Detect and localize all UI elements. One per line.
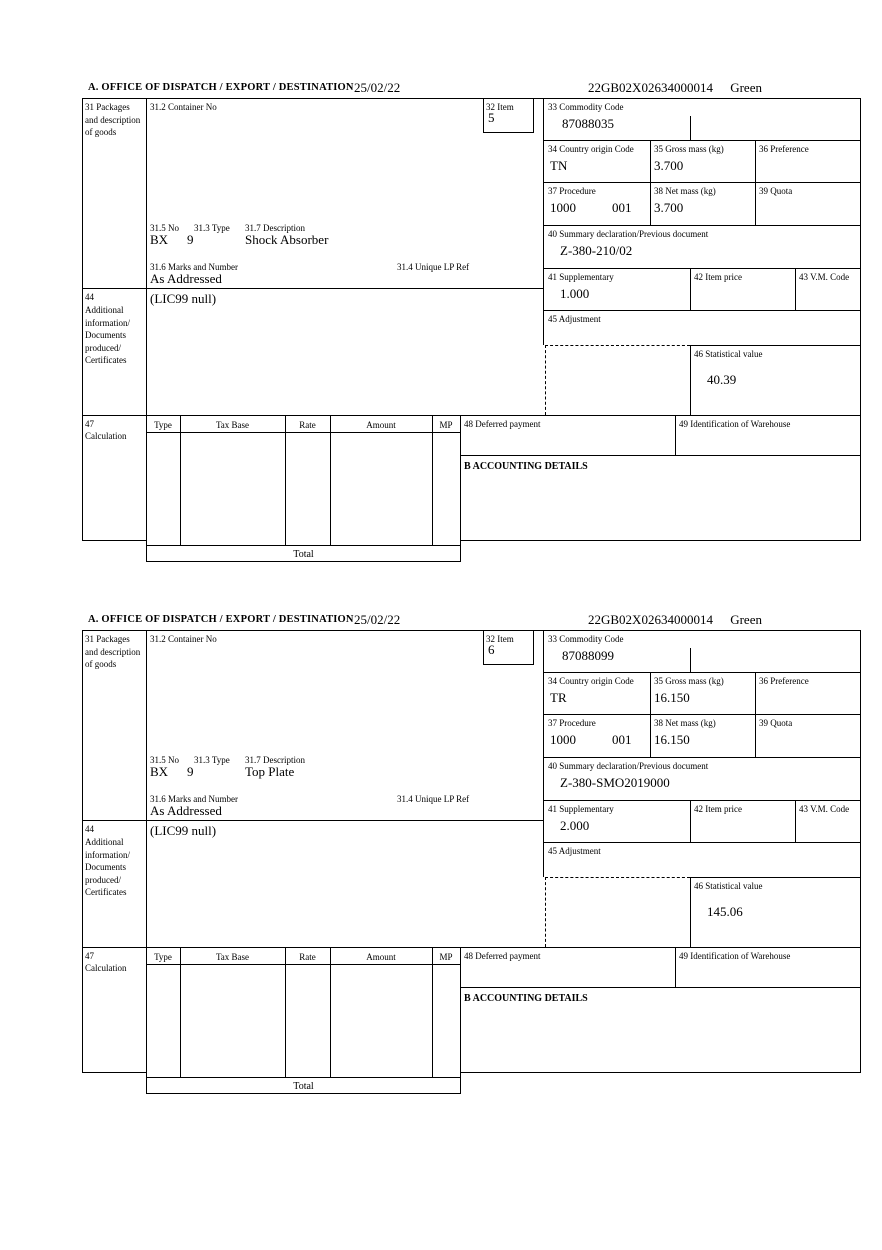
box38-label: 38 Net mass (kg) <box>654 186 716 196</box>
grid-line <box>675 947 676 987</box>
declaration-date: 25/02/22 <box>354 612 401 627</box>
box45-label: 45 Adjustment <box>548 846 601 856</box>
box34-label: 34 Country origin Code <box>548 144 634 154</box>
country-origin-value: TN <box>550 158 568 173</box>
grid-line <box>82 288 544 289</box>
grid-line <box>146 432 461 433</box>
country-origin-value: TR <box>550 690 567 705</box>
grid-line <box>795 268 796 310</box>
box40-label: 40 Summary declaration/Previous document <box>548 229 709 239</box>
grid-line <box>483 664 534 665</box>
packages-type-value: 9 <box>187 764 194 779</box>
calc-col-rate: Rate <box>299 420 316 430</box>
box44-number: 44 <box>85 824 94 834</box>
dashed-line <box>545 877 546 947</box>
grid-line <box>675 415 676 455</box>
grid-line <box>543 310 861 311</box>
box42-label: 42 Item price <box>694 804 742 814</box>
grid-line <box>650 672 651 757</box>
procedure-extension-value: 001 <box>612 732 632 747</box>
grid-line <box>755 140 756 225</box>
grid-line <box>543 714 861 715</box>
grid-line <box>146 630 147 1093</box>
declaration-reference <box>588 612 762 628</box>
previous-document-value: Z-380-210/02 <box>560 243 633 258</box>
grid-line <box>483 630 484 664</box>
grid-line <box>82 415 861 416</box>
box31-4-label: 31.4 Unique LP Ref <box>397 262 470 272</box>
grid-line <box>690 345 691 415</box>
calc-total-label: Total <box>293 549 314 560</box>
calc-col-amount: Amount <box>366 952 396 962</box>
grid-line <box>543 757 861 758</box>
declaration-reference <box>588 80 762 96</box>
grid-line <box>82 98 861 99</box>
grid-line <box>330 947 331 1077</box>
box31-2-label: 31.2 Container No <box>150 102 217 112</box>
grid-line <box>146 545 461 546</box>
grid-line <box>460 1072 861 1073</box>
routing-status: Green <box>730 612 762 627</box>
box31-label: 31 Packages and description of goods <box>85 102 141 138</box>
item-number-value: 5 <box>488 110 495 125</box>
grid-line <box>180 415 181 545</box>
box43-label: 43 V.M. Code <box>799 804 850 814</box>
commodity-code-separator <box>690 648 691 672</box>
box47-number: 47 <box>85 419 94 429</box>
box46-label: 46 Statistical value <box>694 881 763 891</box>
grid-line <box>460 415 461 561</box>
box31-5-label: 31.5 No <box>150 755 179 765</box>
grid-line <box>543 98 544 345</box>
box32-label: 32 Item <box>486 102 514 112</box>
calc-total-label: Total <box>293 1081 314 1092</box>
calc-col-type: Type <box>154 420 172 430</box>
box48-label: 48 Deferred payment <box>464 951 541 961</box>
box41-label: 41 Supplementary <box>548 272 614 282</box>
box37-label: 37 Procedure <box>548 718 596 728</box>
box31-3-label: 31.3 Type <box>194 755 230 765</box>
goods-description-value: Shock Absorber <box>245 232 329 247</box>
additional-information-value: (LIC99 null) <box>150 291 217 306</box>
declaration-date: 25/02/22 <box>354 80 401 95</box>
calc-col-rate: Rate <box>299 952 316 962</box>
packages-type-value: 9 <box>187 232 194 247</box>
additional-information-value: (LIC99 null) <box>150 823 217 838</box>
box31-2-label: 31.2 Container No <box>150 634 217 644</box>
grid-line <box>690 877 861 878</box>
box31-3-label: 31.3 Type <box>194 223 230 233</box>
box37-label: 37 Procedure <box>548 186 596 196</box>
calc-col-type: Type <box>154 952 172 962</box>
grid-line <box>543 630 544 877</box>
box44-label: Additional information/ Documents produced/ Certificates <box>85 837 130 898</box>
grid-line <box>543 182 861 183</box>
grid-line <box>82 1072 147 1073</box>
grid-line <box>82 947 861 948</box>
calc-col-amount: Amount <box>366 420 396 430</box>
calc-col-mp: MP <box>439 420 453 430</box>
gross-mass-value: 3.700 <box>654 158 684 173</box>
box35-label: 35 Gross mass (kg) <box>654 144 724 154</box>
box38-label: 38 Net mass (kg) <box>654 718 716 728</box>
box39-label: 39 Quota <box>759 186 793 196</box>
grid-line <box>860 630 861 1072</box>
grid-line <box>432 947 433 1077</box>
grid-line <box>82 540 147 541</box>
box48-label: 48 Deferred payment <box>464 419 541 429</box>
box49-label: 49 Identification of Warehouse <box>679 419 791 429</box>
grid-line <box>82 630 83 1072</box>
commodity-code-value: 87088099 <box>562 648 614 663</box>
calc-col-mp: MP <box>439 952 453 962</box>
dashed-line <box>545 345 690 346</box>
box41-label: 41 Supplementary <box>548 804 614 814</box>
grid-line <box>432 415 433 545</box>
grid-line <box>543 842 861 843</box>
grid-line <box>483 98 484 132</box>
grid-line <box>795 800 796 842</box>
grid-line <box>82 820 544 821</box>
box31-7-label: 31.7 Description <box>245 223 305 233</box>
box31-7-label: 31.7 Description <box>245 755 305 765</box>
office-of-dispatch-title: A. OFFICE OF DISPATCH / EXPORT / DESTINATION <box>88 614 354 625</box>
box36-label: 36 Preference <box>759 676 809 686</box>
grid-line <box>146 1077 461 1078</box>
grid-line <box>543 268 861 269</box>
net-mass-value: 16.150 <box>654 732 690 747</box>
goods-description-value: Top Plate <box>245 764 295 779</box>
item-number-value: 6 <box>488 642 495 657</box>
statistical-value: 145.06 <box>707 904 743 919</box>
grid-line <box>285 415 286 545</box>
commodity-code-value: 87088035 <box>562 116 614 131</box>
box46-label: 46 Statistical value <box>694 349 763 359</box>
box33-label: 33 Commodity Code <box>548 634 624 644</box>
box42-label: 42 Item price <box>694 272 742 282</box>
box49-label: 49 Identification of Warehouse <box>679 951 791 961</box>
supplementary-units-value: 2.000 <box>560 818 590 833</box>
grid-line <box>690 345 861 346</box>
previous-document-value: Z-380-SMO2019000 <box>560 775 670 790</box>
grid-line <box>690 268 691 310</box>
box47-number: 47 <box>85 951 94 961</box>
box34-label: 34 Country origin Code <box>548 676 634 686</box>
packages-no-value: BX <box>150 232 169 247</box>
statistical-value: 40.39 <box>707 372 737 387</box>
grid-line <box>755 672 756 757</box>
box47-label: Calculation <box>85 963 127 973</box>
supplementary-units-value: 1.000 <box>560 286 590 301</box>
grid-line <box>860 98 861 540</box>
box31-6-label: 31.6 Marks and Number <box>150 262 238 272</box>
grid-line <box>690 800 691 842</box>
grid-line <box>146 964 461 965</box>
grid-line <box>146 98 147 561</box>
grid-line <box>483 132 534 133</box>
box33-label: 33 Commodity Code <box>548 102 624 112</box>
gross-mass-value: 16.150 <box>654 690 690 705</box>
grid-line <box>533 98 534 132</box>
grid-line <box>543 140 861 141</box>
packages-no-value: BX <box>150 764 169 779</box>
grid-line <box>690 877 691 947</box>
dashed-line <box>545 345 546 415</box>
declaration-item-block <box>82 612 862 1113</box>
calc-col-tax-base: Tax Base <box>215 420 250 430</box>
marks-and-number-value: As Addressed <box>150 271 222 286</box>
net-mass-value: 3.700 <box>654 200 684 215</box>
box31-label: 31 Packages and description of goods <box>85 634 141 670</box>
box36-label: 36 Preference <box>759 144 809 154</box>
box40-label: 40 Summary declaration/Previous document <box>548 761 709 771</box>
declaration-item-block <box>82 80 862 581</box>
routing-status: Green <box>730 80 762 95</box>
box32-label: 32 Item <box>486 634 514 644</box>
box45-label: 45 Adjustment <box>548 314 601 324</box>
box44-label: Additional information/ Documents produced/ Certificates <box>85 305 130 366</box>
reference-number: 22GB02X02634000014 <box>588 612 713 627</box>
box35-label: 35 Gross mass (kg) <box>654 676 724 686</box>
box31-5-label: 31.5 No <box>150 223 179 233</box>
grid-line <box>82 98 83 540</box>
calc-col-tax-base: Tax Base <box>215 952 250 962</box>
procedure-value: 1000 <box>550 732 576 747</box>
grid-line <box>180 947 181 1077</box>
grid-line <box>543 800 861 801</box>
box47-label: Calculation <box>85 431 127 441</box>
grid-line <box>330 415 331 545</box>
box31-6-label: 31.6 Marks and Number <box>150 794 238 804</box>
box43-label: 43 V.M. Code <box>799 272 850 282</box>
accounting-details-label: B ACCOUNTING DETAILS <box>464 461 588 472</box>
marks-and-number-value: As Addressed <box>150 803 222 818</box>
grid-line <box>82 630 861 631</box>
commodity-code-separator <box>690 116 691 140</box>
office-of-dispatch-title: A. OFFICE OF DISPATCH / EXPORT / DESTINATION <box>88 82 354 93</box>
dashed-line <box>545 877 690 878</box>
grid-line <box>533 630 534 664</box>
procedure-value: 1000 <box>550 200 576 215</box>
grid-line <box>460 947 461 1093</box>
grid-line <box>543 225 861 226</box>
reference-number: 22GB02X02634000014 <box>588 80 713 95</box>
grid-line <box>460 455 861 456</box>
box44-number: 44 <box>85 292 94 302</box>
accounting-details-label: B ACCOUNTING DETAILS <box>464 993 588 1004</box>
grid-line <box>543 672 861 673</box>
grid-line <box>460 540 861 541</box>
procedure-extension-value: 001 <box>612 200 632 215</box>
box31-4-label: 31.4 Unique LP Ref <box>397 794 470 804</box>
box39-label: 39 Quota <box>759 718 793 728</box>
grid-line <box>650 140 651 225</box>
grid-line <box>285 947 286 1077</box>
grid-line <box>460 987 861 988</box>
